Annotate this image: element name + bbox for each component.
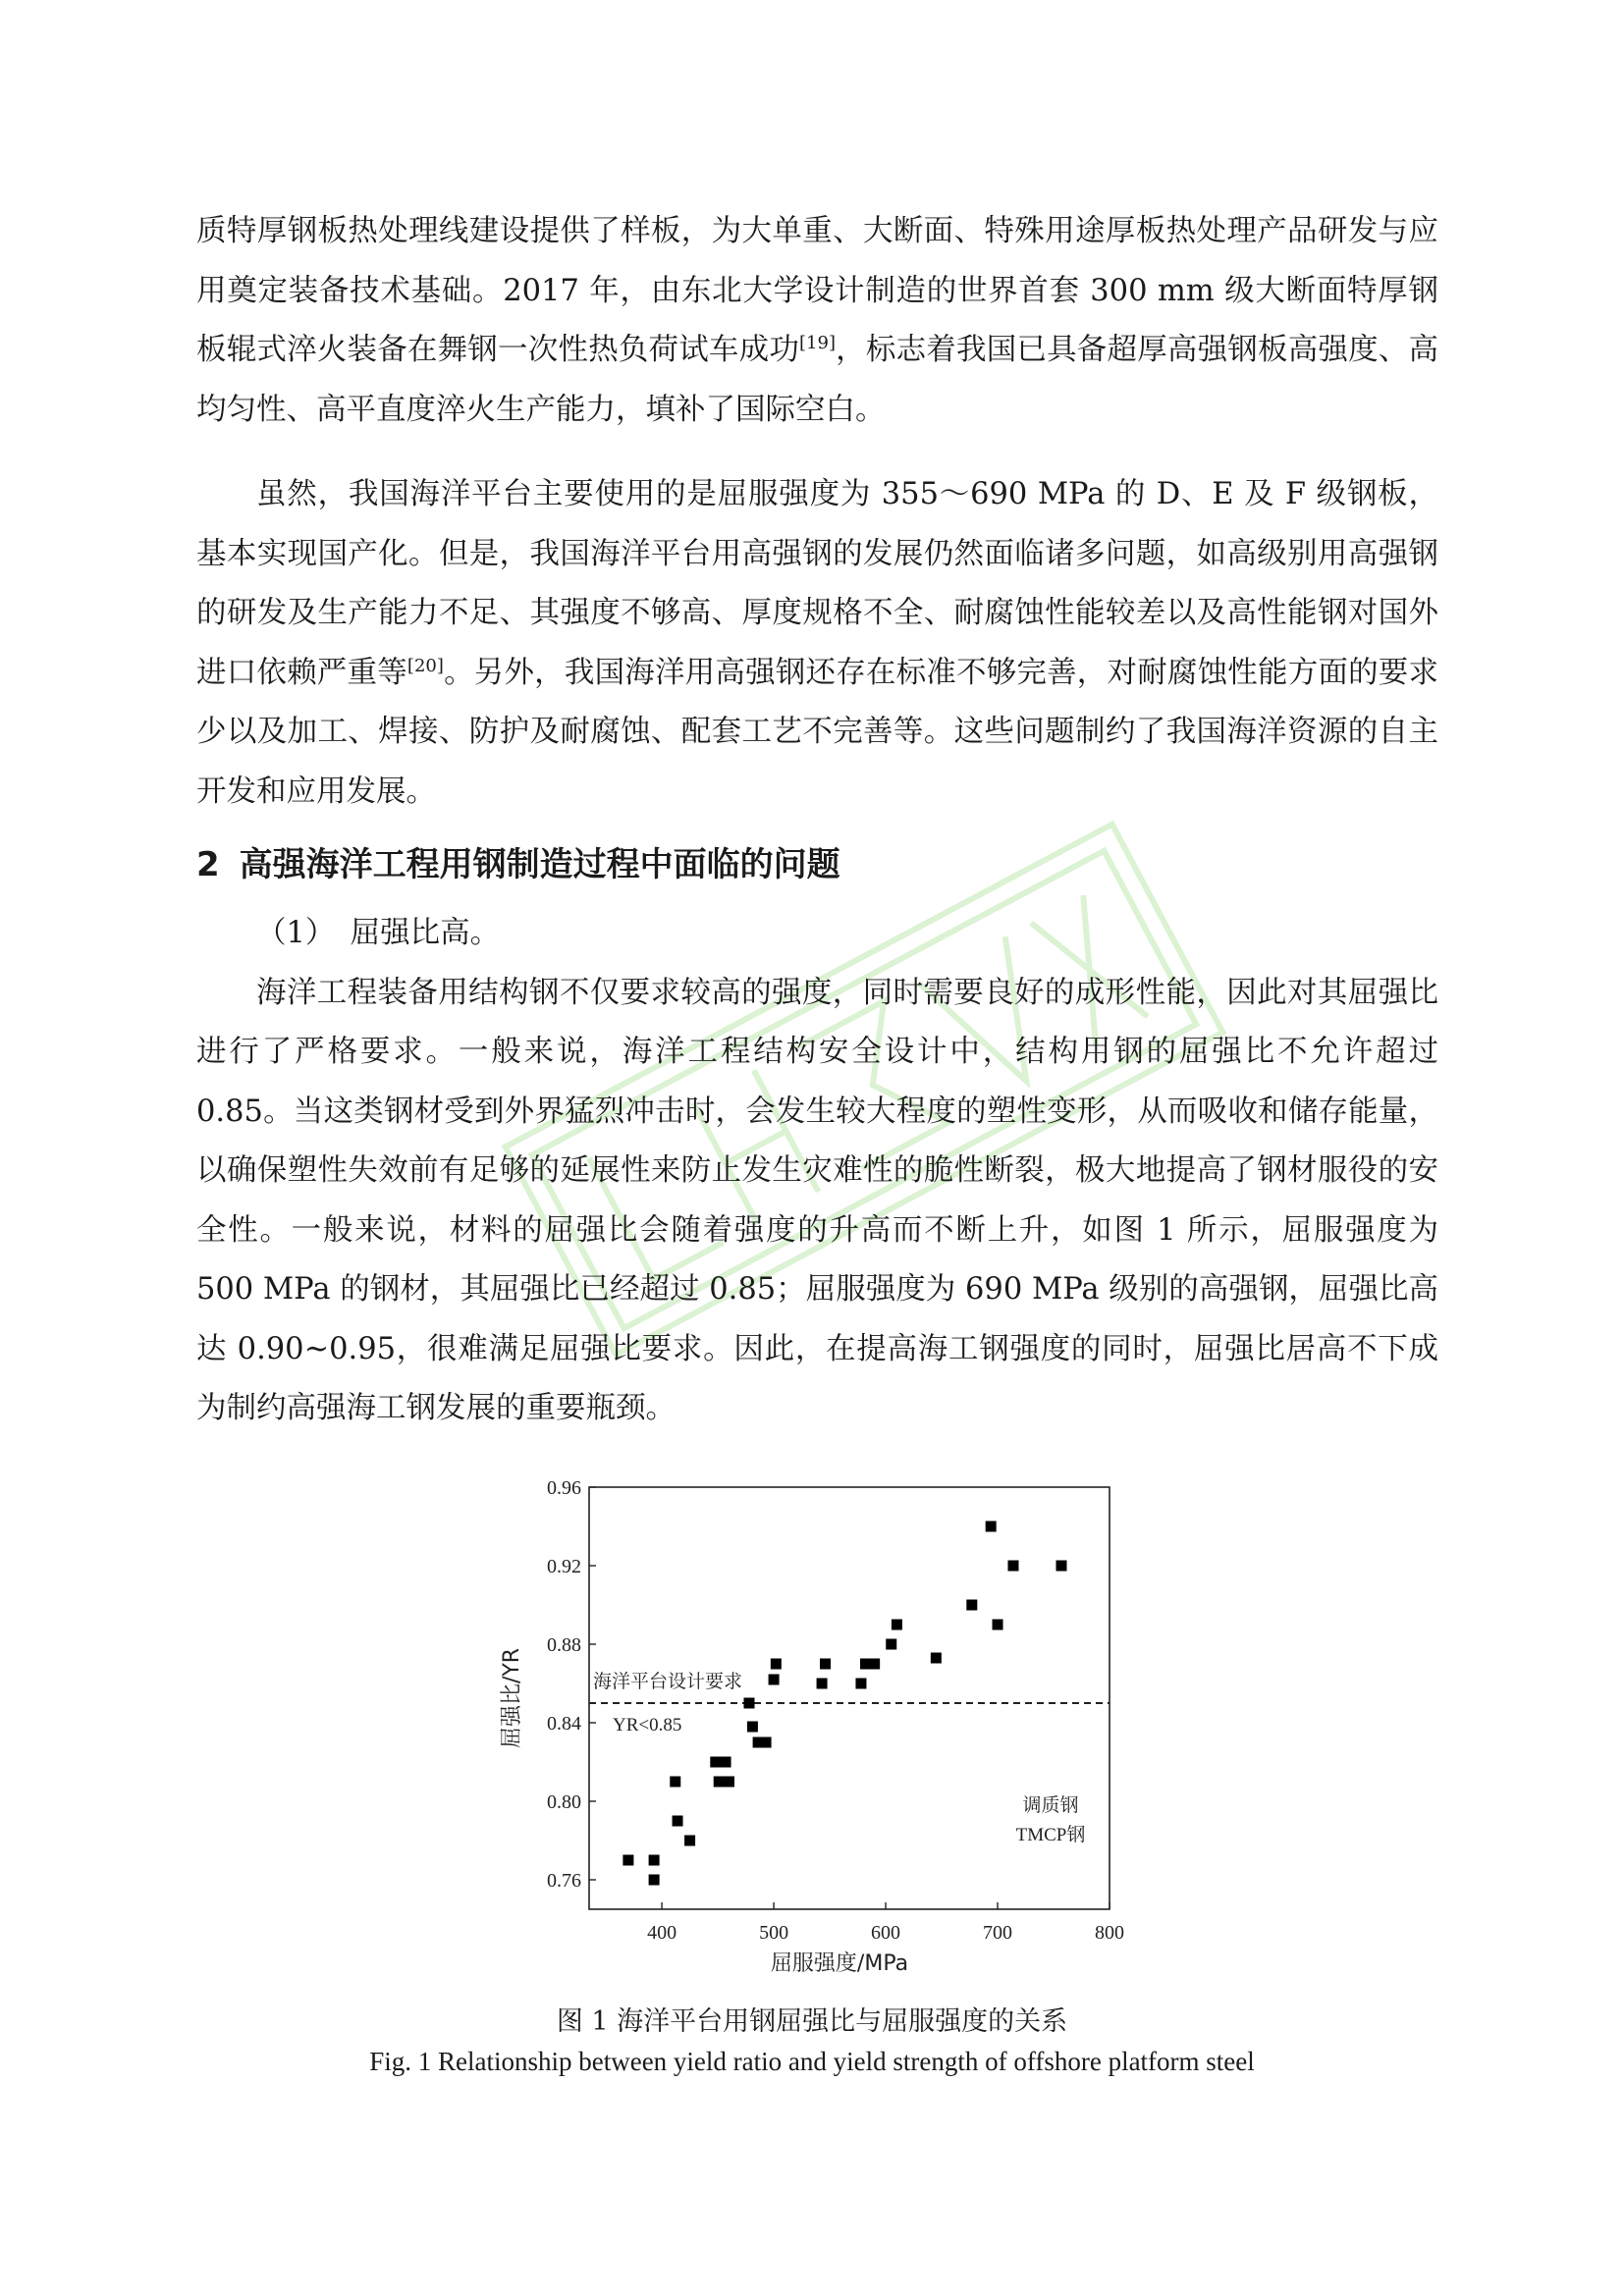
data-point <box>724 1777 734 1788</box>
x-tick-label: 800 <box>1095 1922 1124 1944</box>
citation-19[interactable]: [19] <box>799 332 836 353</box>
data-point <box>649 1875 660 1886</box>
y-tick-label: 0.92 <box>547 1556 581 1577</box>
data-point <box>966 1600 977 1611</box>
data-point <box>869 1659 880 1670</box>
x-tick-label: 600 <box>871 1922 901 1944</box>
data-point <box>673 1816 683 1827</box>
data-point <box>886 1639 896 1650</box>
annotation-yr-limit: YR<0.85 <box>613 1715 682 1735</box>
data-point <box>931 1653 942 1664</box>
data-point <box>684 1836 695 1846</box>
data-point <box>761 1737 772 1748</box>
data-point <box>623 1855 633 1866</box>
data-point <box>747 1722 758 1733</box>
paragraph-2: 虽然，我国海洋平台主要使用的是屈服强度为 355～690 MPa 的 D、E 及 F 级钢板，基本实现国产化。但是，我国海洋平台用高强钢的发展仍然面临诸多问题，如高级别用高强钢的研发及生产能力不足、其强度不够高、厚度规格不全、耐腐蚀性能较差以及高性能钢对国外进口依赖严重等[20]。另外，我国海洋用高强钢还存在标准不够完善，对耐腐蚀性能方面的要求少以及加工、焊接、防护及耐腐蚀、配套工艺不完善等。这些问题制约了我国海洋资源的自主开发和应用发展。 <box>196 477 1439 809</box>
legend-tmcp-steel: TMCP钢 <box>1015 1825 1086 1845</box>
data-point <box>986 1522 997 1532</box>
data-point <box>1007 1561 1018 1572</box>
scatter-chart <box>481 1472 1149 1983</box>
figure-caption-cn: 图 1 海洋平台用钢屈强比与屈服强度的关系 <box>556 2006 1068 2037</box>
data-point <box>820 1659 831 1670</box>
subheading-1: （1） 屈强比高。 <box>256 916 501 950</box>
plot-frame <box>589 1487 1110 1909</box>
data-point <box>817 1679 828 1689</box>
data-point <box>743 1698 754 1709</box>
data-point <box>769 1675 780 1685</box>
data-point <box>993 1620 1003 1630</box>
y-tick-label: 0.88 <box>547 1634 581 1656</box>
y-tick-label: 0.76 <box>547 1870 581 1892</box>
y-axis-label: 屈强比/YR <box>500 1647 524 1749</box>
y-tick-label: 0.84 <box>547 1713 581 1735</box>
x-axis-label: 屈服强度/MPa <box>770 1951 909 1976</box>
legend-quenched-steel: 调质钢 <box>1022 1794 1079 1816</box>
x-tick-label: 500 <box>759 1922 789 1944</box>
y-tick-label: 0.80 <box>547 1791 581 1813</box>
body-text <box>196 202 1438 1439</box>
data-point <box>649 1855 660 1866</box>
citation-20[interactable]: [20] <box>406 655 444 676</box>
data-point <box>714 1777 725 1788</box>
section-heading: 2 高强海洋工程用钢制造过程中面临的问题 <box>196 845 840 884</box>
x-tick-label: 400 <box>647 1922 677 1944</box>
figure-1 <box>481 1472 1149 1983</box>
data-point <box>1056 1561 1066 1572</box>
data-point <box>721 1757 731 1768</box>
figure-caption-en: Fig. 1 Relationship between yield ratio and yield strength of offshore platform steel <box>369 2047 1255 2076</box>
x-tick-label: 700 <box>983 1922 1013 1944</box>
paragraph-1: 质特厚钢板热处理线建设提供了样板，为大单重、大断面、特殊用途厚板热处理产品研发与应用奠定装备技术基础。2017 年，由东北大学设计制造的世界首套 300 mm 级大断面特厚钢板辊式淬火装备在舞钢一次性热负荷试车成功[19]，标志着我国已具备超厚高强钢板高强度、高均匀性、高平直度淬火生产能力，填补了国际空白。 <box>196 214 1439 427</box>
data-point <box>710 1757 721 1768</box>
data-point <box>670 1777 680 1788</box>
data-point <box>855 1679 866 1689</box>
data-point <box>771 1659 782 1670</box>
data-point <box>892 1620 902 1630</box>
annotation-requirement: 海洋平台设计要求 <box>593 1671 743 1692</box>
paragraph-3: 海洋工程装备用结构钢不仅要求较高的强度，同时需要良好的成形性能，因此对其屈强比进行了严格要求。一般来说，海洋工程结构安全设计中，结构用钢的屈强比不允许超过 0.85。当这类钢材受到外界猛烈冲击时，会发生较大程度的塑性变形，从而吸收和储存能量，以确保塑性失效前有足够的延展性来防止发生灾难性的脆性断裂，极大地提高了钢材服役的安全性。一般来说，材料的屈强比会随着强度的升高而不断上升，如图 1 所示，屈服强度为 500 MPa 的钢材，其屈强比已经超过 0.85；屈服强度为 690 MPa 级别的高强钢，屈强比高达 0.90~0.95，很难满足屈强比要求。因此，在提高海工钢强度的同时，屈强比居高不下成为制约高强海工钢发展的重要瓶颈。 <box>196 975 1438 1425</box>
y-tick-label: 0.96 <box>547 1477 581 1499</box>
